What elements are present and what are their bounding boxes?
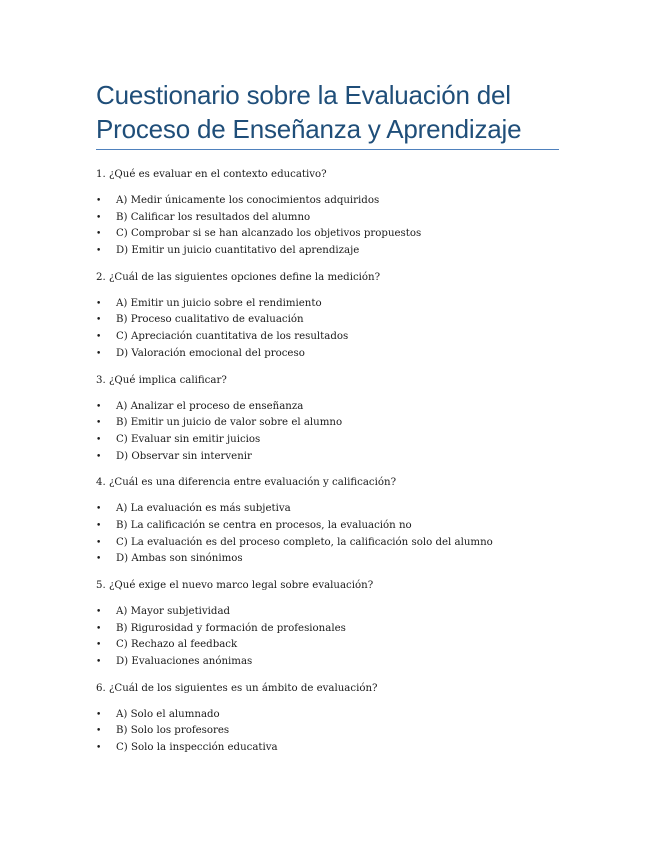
option-item	[96, 243, 566, 260]
option-item	[96, 432, 566, 449]
option-text: D) Valoración emocional del proceso	[116, 347, 305, 359]
bullet-icon: •	[96, 726, 102, 737]
question-text: 1. ¿Qué es evaluar en el contexto educativo?	[96, 169, 327, 180]
option-item	[96, 551, 566, 568]
question-block	[96, 372, 566, 466]
question-block	[96, 166, 566, 260]
question-text: 4. ¿Cuál es una diferencia entre evaluación y calificación?	[96, 477, 397, 489]
question-block	[96, 577, 566, 671]
question-text: 6. ¿Cuál de los siguientes es un ámbito de evaluación?	[96, 682, 378, 694]
options-list	[96, 296, 566, 363]
option-text: C) Solo la inspección educativa	[116, 742, 278, 754]
option-item	[96, 535, 566, 552]
bullet-icon: •	[96, 246, 102, 257]
questions-list	[96, 166, 566, 766]
option-text: A) Solo el alumnado	[116, 708, 220, 720]
option-text: B) La calificación se centra en procesos, la evaluación no	[116, 519, 412, 531]
option-text: A) Emitir un juicio sobre el rendimiento	[116, 297, 322, 309]
option-item	[96, 449, 566, 466]
option-text: D) Observar sin intervenir	[116, 450, 252, 462]
bullet-icon: •	[96, 434, 102, 445]
bullet-icon: •	[96, 229, 102, 240]
question-text: 2. ¿Cuál de las siguientes opciones define la medición?	[96, 271, 381, 283]
option-item	[96, 329, 566, 346]
option-text: D) Ambas son sinónimos	[116, 553, 243, 565]
options-list	[96, 399, 566, 466]
options-list	[96, 604, 566, 671]
option-item	[96, 501, 566, 518]
option-text: A) Analizar el proceso de enseñanza	[116, 400, 304, 412]
title-divider	[96, 149, 559, 150]
option-text: B) Emitir un juicio de valor sobre el alumno	[116, 417, 343, 429]
question-block	[96, 474, 566, 568]
options-list	[96, 193, 566, 260]
option-item	[96, 193, 566, 210]
bullet-icon: •	[96, 504, 102, 515]
bullet-icon: •	[96, 520, 102, 531]
bullet-icon: •	[96, 709, 102, 720]
question-block	[96, 680, 566, 757]
option-text: B) Proceso cualitativo de evaluación	[116, 314, 304, 326]
bullet-icon: •	[96, 418, 102, 429]
option-text: B) Solo los profesores	[116, 725, 230, 737]
bullet-icon: •	[96, 743, 102, 754]
bullet-icon: •	[96, 401, 102, 412]
question-text: 5. ¿Qué exige el nuevo marco legal sobre evaluación?	[96, 580, 374, 591]
option-item	[96, 740, 566, 757]
option-text: C) Evaluar sin emitir juicios	[116, 433, 261, 445]
option-text: D) Evaluaciones anónimas	[116, 656, 253, 668]
bullet-icon: •	[96, 537, 102, 548]
option-item	[96, 399, 566, 416]
bullet-icon: •	[96, 298, 102, 309]
option-item	[96, 296, 566, 313]
document-title: Cuestionario sobre la Evaluación del Proceso de Enseñanza y Aprendizaje	[96, 80, 522, 144]
option-item	[96, 707, 566, 724]
option-text: A) Mayor subjetividad	[116, 606, 231, 617]
option-item	[96, 621, 566, 638]
option-text: D) Emitir un juicio cuantitativo del aprendizaje	[116, 245, 360, 257]
option-item	[96, 346, 566, 363]
bullet-icon: •	[96, 607, 102, 617]
option-item	[96, 604, 566, 621]
bullet-icon: •	[96, 554, 102, 565]
option-item	[96, 654, 566, 671]
options-list	[96, 707, 566, 757]
option-text: C) Rechazo al feedback	[116, 639, 238, 651]
option-item	[96, 637, 566, 654]
option-text: B) Rigurosidad y formación de profesionales	[116, 622, 346, 634]
options-list	[96, 501, 566, 568]
bullet-icon: •	[96, 623, 102, 634]
option-text: A) La evaluación es más subjetiva	[116, 503, 291, 515]
bullet-icon: •	[96, 315, 102, 326]
bullet-icon: •	[96, 332, 102, 343]
bullet-icon: •	[96, 212, 102, 223]
option-item	[96, 518, 566, 535]
bullet-icon: •	[96, 657, 102, 668]
option-item	[96, 226, 566, 243]
option-text: C) Comprobar si se han alcanzado los objetivos propuestos	[116, 228, 422, 240]
bullet-icon: •	[96, 640, 102, 651]
option-item	[96, 723, 566, 740]
bullet-icon: •	[96, 348, 102, 359]
bullet-icon: •	[96, 451, 102, 462]
question-text: 3. ¿Qué implica calificar?	[96, 374, 227, 386]
question-block	[96, 269, 566, 363]
option-item	[96, 415, 566, 432]
option-text: C) Apreciación cuantitativa de los resultados	[116, 331, 349, 343]
option-text: B) Calificar los resultados del alumno	[116, 211, 311, 223]
option-text: A) Medir únicamente los conocimientos adquiridos	[116, 195, 380, 206]
option-item	[96, 312, 566, 329]
option-text: C) La evaluación es del proceso completo, la calificación solo del alumno	[116, 536, 493, 548]
option-item	[96, 210, 566, 227]
bullet-icon: •	[96, 196, 102, 206]
